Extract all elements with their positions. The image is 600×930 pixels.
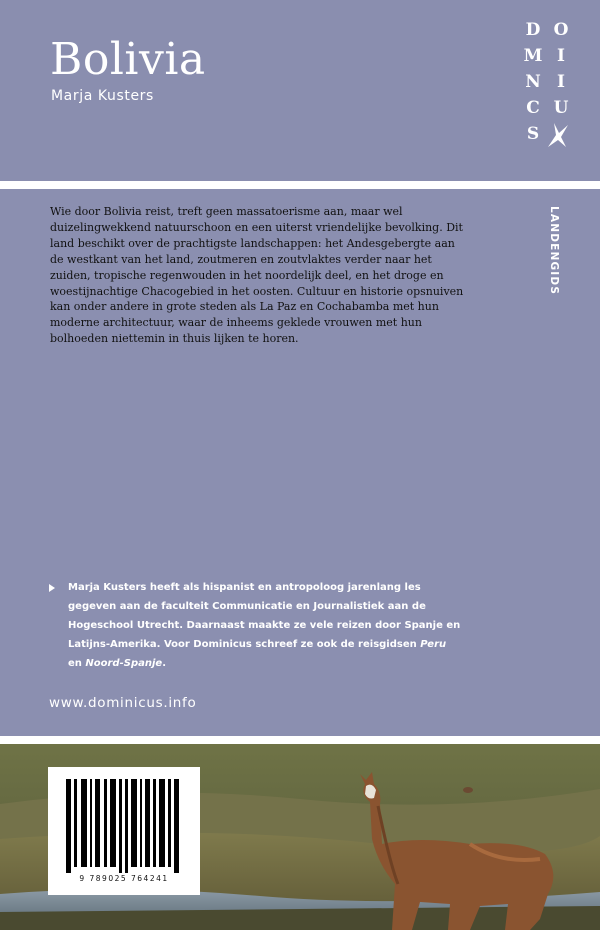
barcode-bars-icon: [48, 767, 200, 873]
logo-letter: I: [557, 72, 565, 92]
triangle-bullet-icon: [49, 584, 55, 592]
logo-letter: M: [523, 46, 543, 66]
publisher-website: www.dominicus.info: [49, 695, 197, 711]
logo-letter: I: [557, 46, 565, 66]
bio-text: en: [68, 658, 86, 669]
logo-letter: O: [553, 20, 569, 40]
logo-letter: S: [526, 124, 540, 144]
author-bio: [68, 578, 463, 673]
white-divider-bottom: [0, 736, 600, 744]
book-title: Bolivia: [50, 34, 206, 85]
bio-text: .: [162, 658, 166, 669]
isbn-number: 9 789025 764241: [79, 874, 169, 883]
logo-letter: N: [525, 72, 541, 92]
barcode: [48, 767, 200, 895]
bio-book-title: Noord-Spanje: [85, 658, 163, 669]
series-label: LANDENGIDS: [548, 206, 560, 296]
swallow-icon: [546, 121, 570, 149]
bio-book-title: Peru: [420, 639, 447, 650]
bio-text: Marja Kusters heeft als hispanist en antropoloog jarenlang les gegeven aan de faculteit Communicatie en Journalistiek aan de Hogeschool Utrecht. Daarnaast maakte ze vele reizen door Spanje en Latijns-Amerika. Voor Dominicus schreef ze ook de reisgidsen: [68, 582, 461, 650]
cover-header: [0, 0, 600, 181]
logo-letter: D: [525, 20, 541, 40]
author-name: Marja Kusters: [51, 88, 154, 104]
logo-letter: C: [526, 98, 540, 118]
publisher-logo: [522, 18, 572, 153]
white-divider-top: [0, 181, 600, 189]
book-description: Wie door Bolivia reist, treft geen massatoerisme aan, maar wel duizelingwekkend natuurschoon en een uiterst vriendelijke bevolking. Dit land beschikt over de prachtigste landschappen: het Andesgebergte aan de westkant van het land, zoutmeren en zoutvlaktes verder naar het zuiden, tropische regenwouden in het noordelijk deel, en het droge en woestijnachtige Chacogebied in het oosten. Cultuur en historie opsnuiven kan onder andere in grote steden als La Paz en Cochabamba met hun moderne architectuur, waar de inheems geklede vrouwen met hun bolhoeden niettemin in thuis lijken te horen.: [50, 205, 464, 346]
logo-letter: U: [553, 98, 569, 118]
